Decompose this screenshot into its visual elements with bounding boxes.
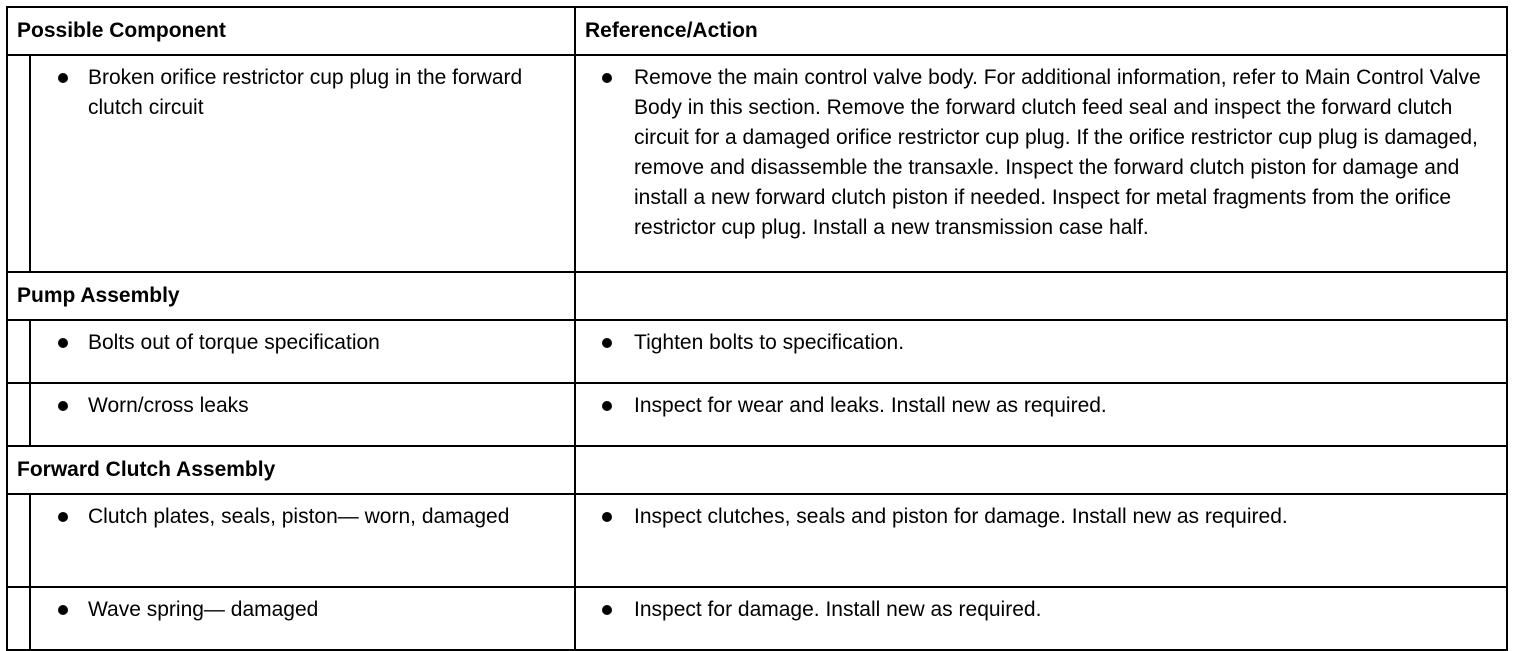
section-title-cell	[7, 272, 575, 320]
header-component-label: Possible Component	[17, 19, 226, 42]
component-text: Clutch plates, seals, piston— worn, damaged	[88, 505, 510, 528]
indent-cell	[7, 587, 30, 650]
action-cell	[575, 383, 1507, 446]
action-cell	[575, 55, 1507, 272]
component-text: Worn/cross leaks	[88, 394, 249, 417]
indent-cell	[7, 383, 30, 446]
bullet-icon	[602, 73, 612, 83]
section-title-cell	[7, 446, 575, 494]
diagnosis-table	[6, 6, 1508, 651]
bullet-icon	[602, 605, 612, 615]
component-cell	[30, 320, 575, 383]
action-cell	[575, 494, 1507, 587]
indent-cell	[7, 55, 30, 272]
table-header-row	[7, 7, 1507, 55]
action-text: Tighten bolts to specification.	[634, 331, 905, 354]
component-cell	[30, 587, 575, 650]
action-cell	[575, 587, 1507, 650]
section-row-forward-clutch-assembly	[7, 446, 1507, 494]
bullet-icon	[58, 73, 68, 83]
header-action-cell	[575, 7, 1507, 55]
indent-cell	[7, 494, 30, 587]
section-title: Pump Assembly	[17, 284, 180, 307]
component-cell	[30, 383, 575, 446]
action-text: Inspect clutches, seals and piston for damage. Install new as required.	[634, 505, 1288, 528]
section-row-pump-assembly	[7, 272, 1507, 320]
component-text: Wave spring— damaged	[88, 598, 319, 621]
bullet-icon	[58, 338, 68, 348]
table-row	[7, 587, 1507, 650]
section-empty-cell	[575, 446, 1507, 494]
action-text: Inspect for damage. Install new as required.	[634, 598, 1042, 621]
component-text: Broken orifice restrictor cup plug in the forward clutch circuit	[88, 66, 523, 119]
component-cell	[30, 55, 575, 272]
table-row	[7, 320, 1507, 383]
header-action-label: Reference/Action	[585, 19, 758, 42]
section-empty-cell	[575, 272, 1507, 320]
table-row	[7, 55, 1507, 272]
bullet-icon	[602, 338, 612, 348]
bullet-icon	[58, 512, 68, 522]
bullet-icon	[602, 512, 612, 522]
action-cell	[575, 320, 1507, 383]
component-cell	[30, 494, 575, 587]
table-row	[7, 383, 1507, 446]
section-title: Forward Clutch Assembly	[17, 458, 276, 481]
table-row	[7, 494, 1507, 587]
bullet-icon	[58, 605, 68, 615]
component-text: Bolts out of torque specification	[88, 331, 380, 354]
bullet-icon	[58, 401, 68, 411]
bullet-icon	[602, 401, 612, 411]
action-text: Remove the main control valve body. For additional information, refer to Main Control Valve Body in this section. Remove the forward clutch feed seal and inspect the forward clutch circuit for a damaged orifice restrictor cup plug. If the orifice restrictor cup plug is damaged, remove and disassemble the transaxle. Inspect the forward clutch piston for damage and install a new forward clutch piston if needed. Inspect for metal fragments from the orifice restrictor cup plug. Install a new transmission case half.	[634, 66, 1481, 239]
indent-cell	[7, 320, 30, 383]
header-component-cell	[7, 7, 575, 55]
action-text: Inspect for wear and leaks. Install new as required.	[634, 394, 1107, 417]
